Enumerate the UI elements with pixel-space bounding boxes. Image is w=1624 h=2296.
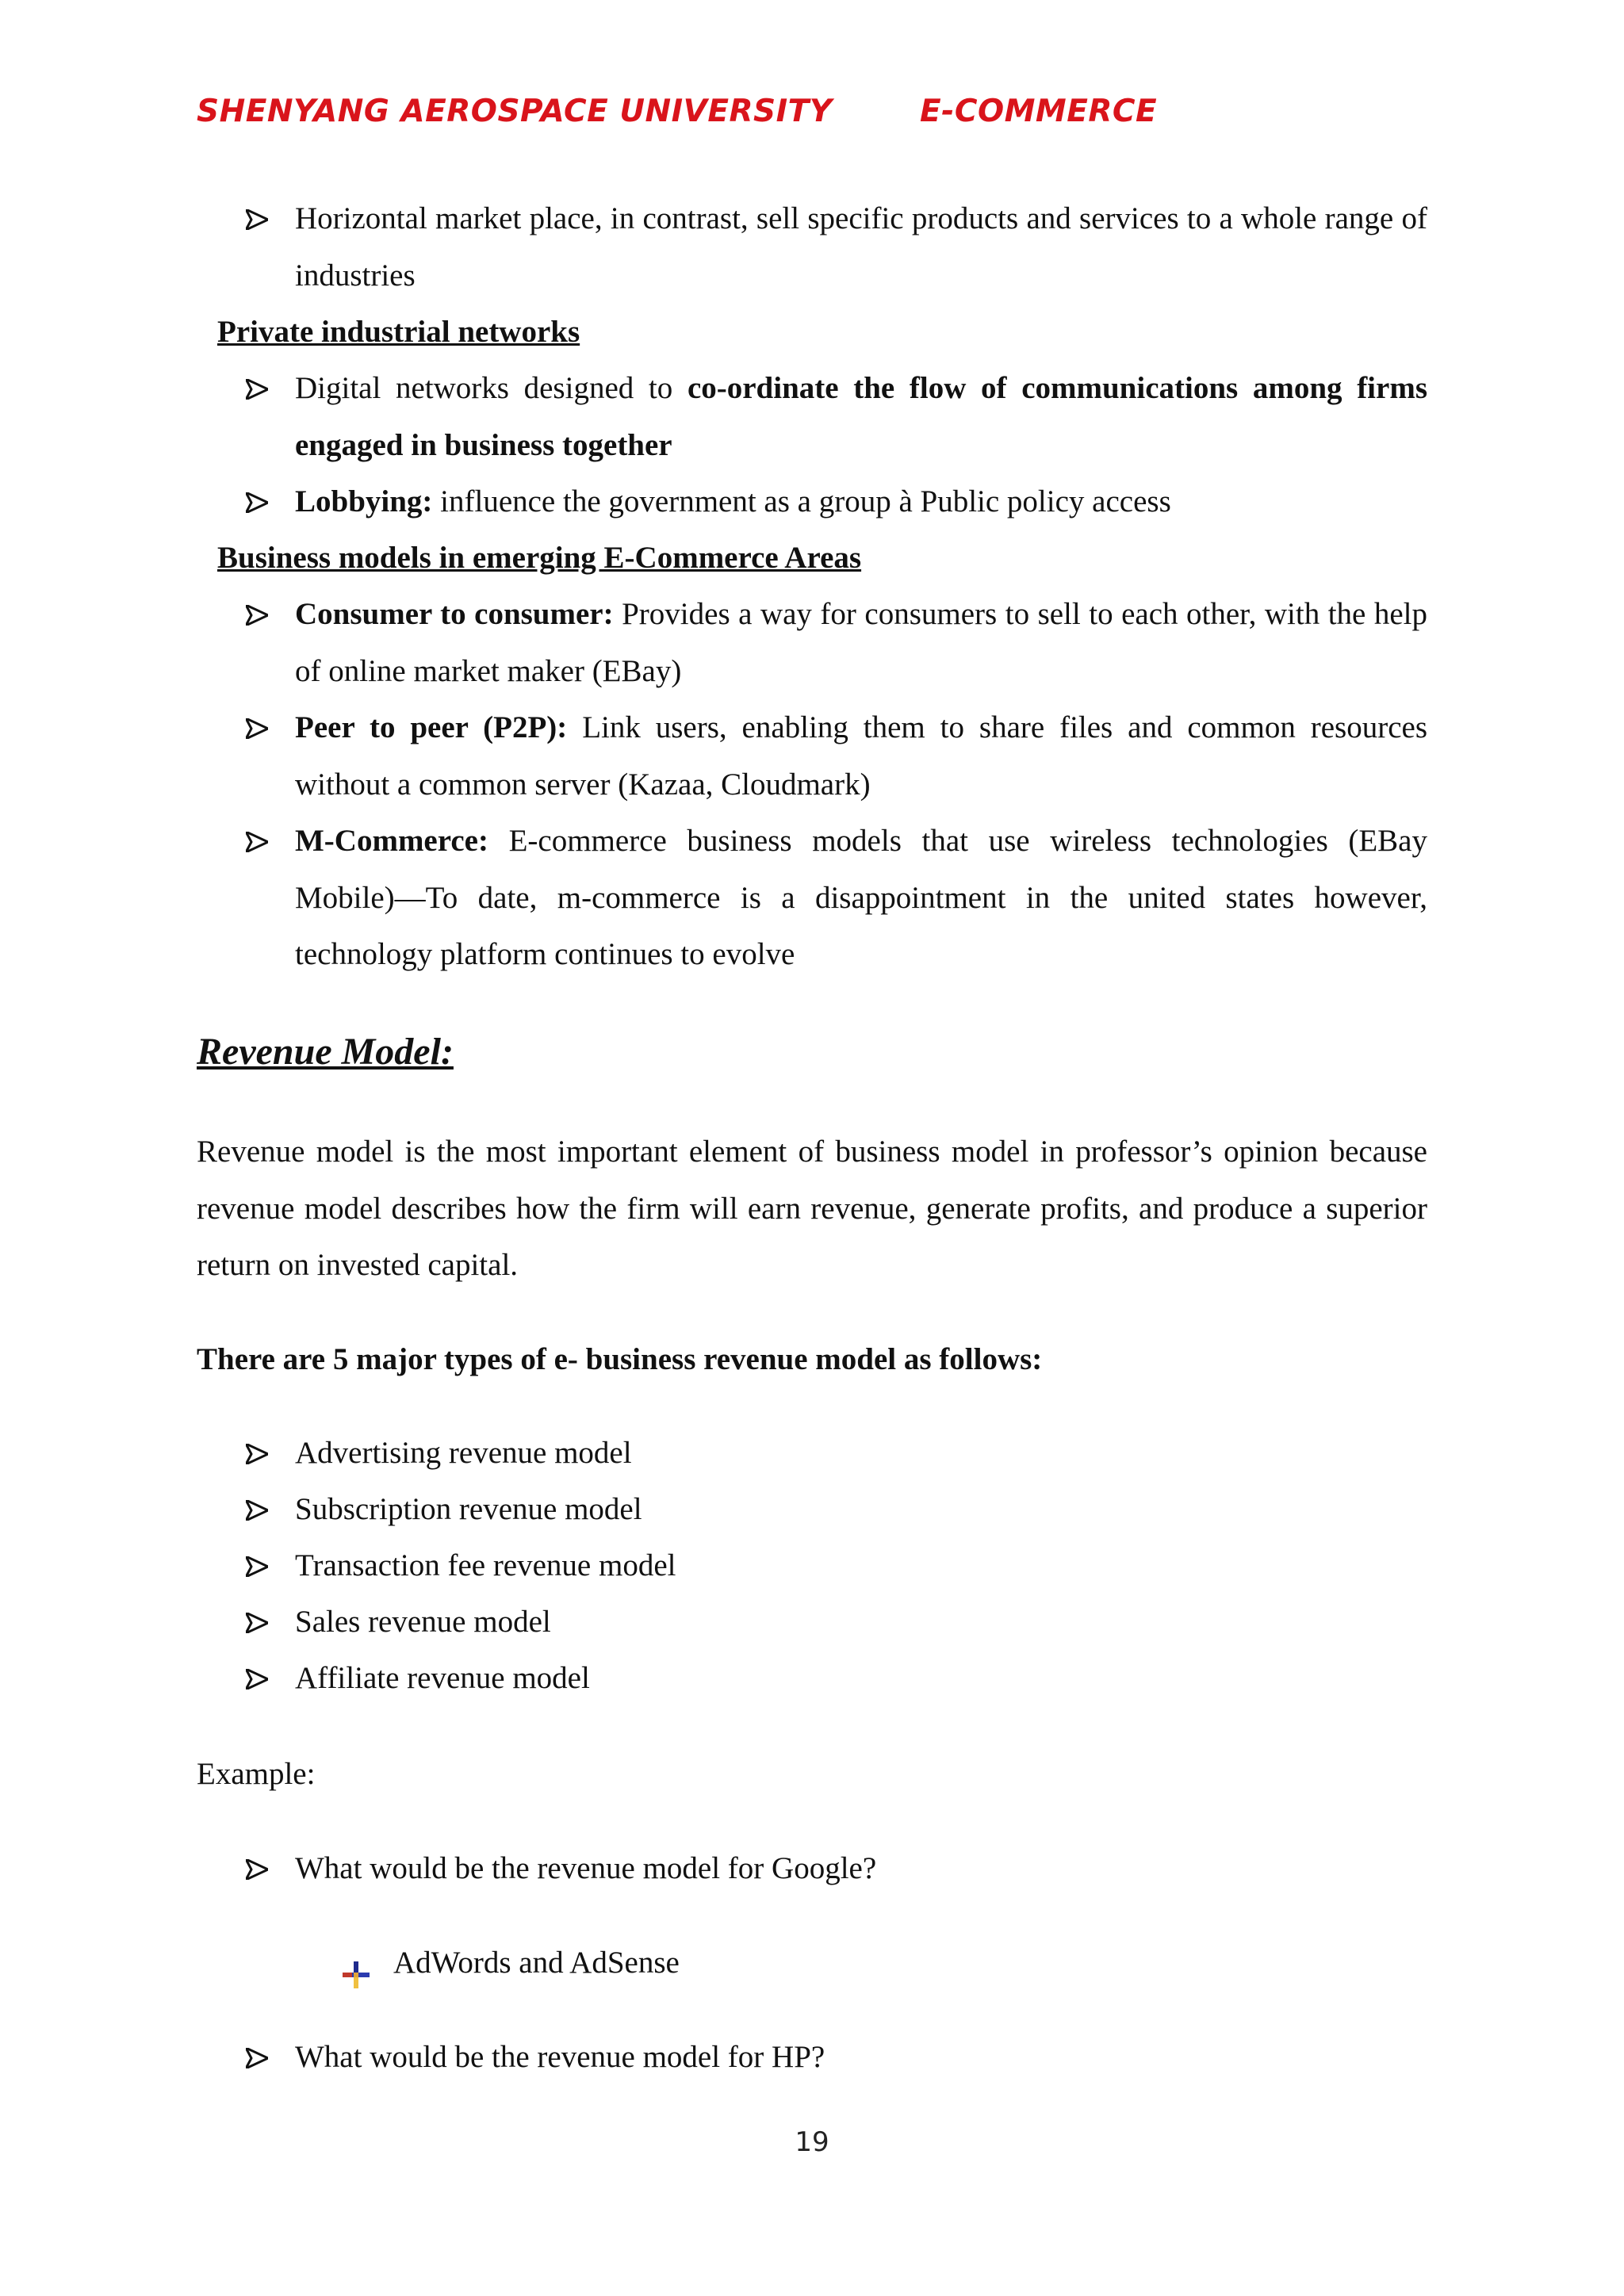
arrow-bullet-icon: [244, 473, 276, 530]
bullet-horizontal-marketplace: [244, 190, 1427, 304]
list-item-revenue-type: [244, 1537, 1427, 1594]
arrow-bullet-icon: [244, 2029, 276, 2086]
question-text: What would be the revenue model for Google?: [295, 1851, 877, 1885]
bullet-text: Lobbying: influence the government as a group à Public policy access: [295, 484, 1171, 519]
question-hp: [244, 2029, 1427, 2086]
arrow-bullet-icon: [244, 1594, 276, 1651]
subheading-emerging-areas: Business models in emerging E-Commerce Areas: [217, 541, 862, 575]
list-item-text: Subscription revenue model: [295, 1492, 642, 1526]
arrow-bullet-icon: [244, 1840, 276, 1897]
answer-text: AdWords and AdSense: [393, 1946, 680, 1980]
arrow-bullet-icon: [244, 586, 276, 643]
revenue-paragraph: Revenue model is the most important element of business model in professor’s opinion because revenue model describes how the firm will earn revenue, generate profits, and produce a superior return on invested capital.: [197, 1135, 1427, 1282]
arrow-bullet-icon: [244, 360, 276, 417]
question-google: [244, 1840, 1427, 1897]
section-title-revenue-model: Revenue Model:: [197, 1031, 454, 1073]
list-item-text: Advertising revenue model: [295, 1436, 632, 1470]
arrow-bullet-icon: [244, 813, 276, 870]
page-header: [197, 94, 1427, 141]
question-text: What would be the revenue model for HP?: [295, 2040, 825, 2074]
list-item-text: Transaction fee revenue model: [295, 1548, 676, 1582]
list-item-text: Affiliate revenue model: [295, 1661, 590, 1695]
arrow-bullet-icon: [244, 1425, 276, 1482]
arrow-bullet-icon: [244, 1481, 276, 1538]
arrow-bullet-icon: [244, 1537, 276, 1594]
list-item-text: Sales revenue model: [295, 1605, 551, 1639]
answer-google: [343, 1934, 680, 1992]
bullet-c2c: [244, 586, 1427, 699]
bullet-text: Peer to peer (P2P): Link users, enabling them to share files and common resources without a common server (Kazaa, Cloudmark): [295, 710, 1427, 802]
bullet-digital-networks: [244, 360, 1427, 473]
bullet-text: Consumer to consumer: Provides a way for consumers to sell to each other, with the help of online market maker (EBay): [295, 597, 1428, 688]
arrow-bullet-icon: [244, 190, 276, 247]
list-item-revenue-type: [244, 1594, 1427, 1651]
bullet-text: M-Commerce: E-commerce business models that use wireless technologies (EBay Mobile)—To date, m-commerce is a disappointment in the united states however, technology platform continues to evolve: [295, 824, 1427, 971]
example-label: Example:: [197, 1757, 316, 1791]
bullet-text: Horizontal market place, in contrast, sell specific products and services to a whole range of industries: [295, 201, 1427, 293]
list-item-revenue-type: [244, 1425, 1427, 1482]
header-university: SHENYANG AEROSPACE UNIVERSITY: [197, 94, 833, 129]
revenue-types-intro: There are 5 major types of e- business revenue model as follows:: [197, 1342, 1043, 1376]
bullet-p2p: [244, 699, 1427, 813]
arrow-bullet-icon: [244, 699, 276, 756]
plus-bullet-icon: [343, 1950, 370, 1977]
page-number: 19: [795, 2126, 829, 2158]
bullet-lobbying: [244, 473, 1427, 530]
bullet-text: Digital networks designed to co-ordinate the flow of communications among firms engaged in business together: [295, 371, 1427, 462]
header-course: E-COMMERCE: [920, 94, 1158, 129]
arrow-bullet-icon: [244, 1650, 276, 1707]
list-item-revenue-type: [244, 1650, 1427, 1707]
list-item-revenue-type: [244, 1481, 1427, 1538]
bullet-m-commerce: [244, 813, 1427, 983]
subheading-private-networks: Private industrial networks: [217, 315, 580, 349]
